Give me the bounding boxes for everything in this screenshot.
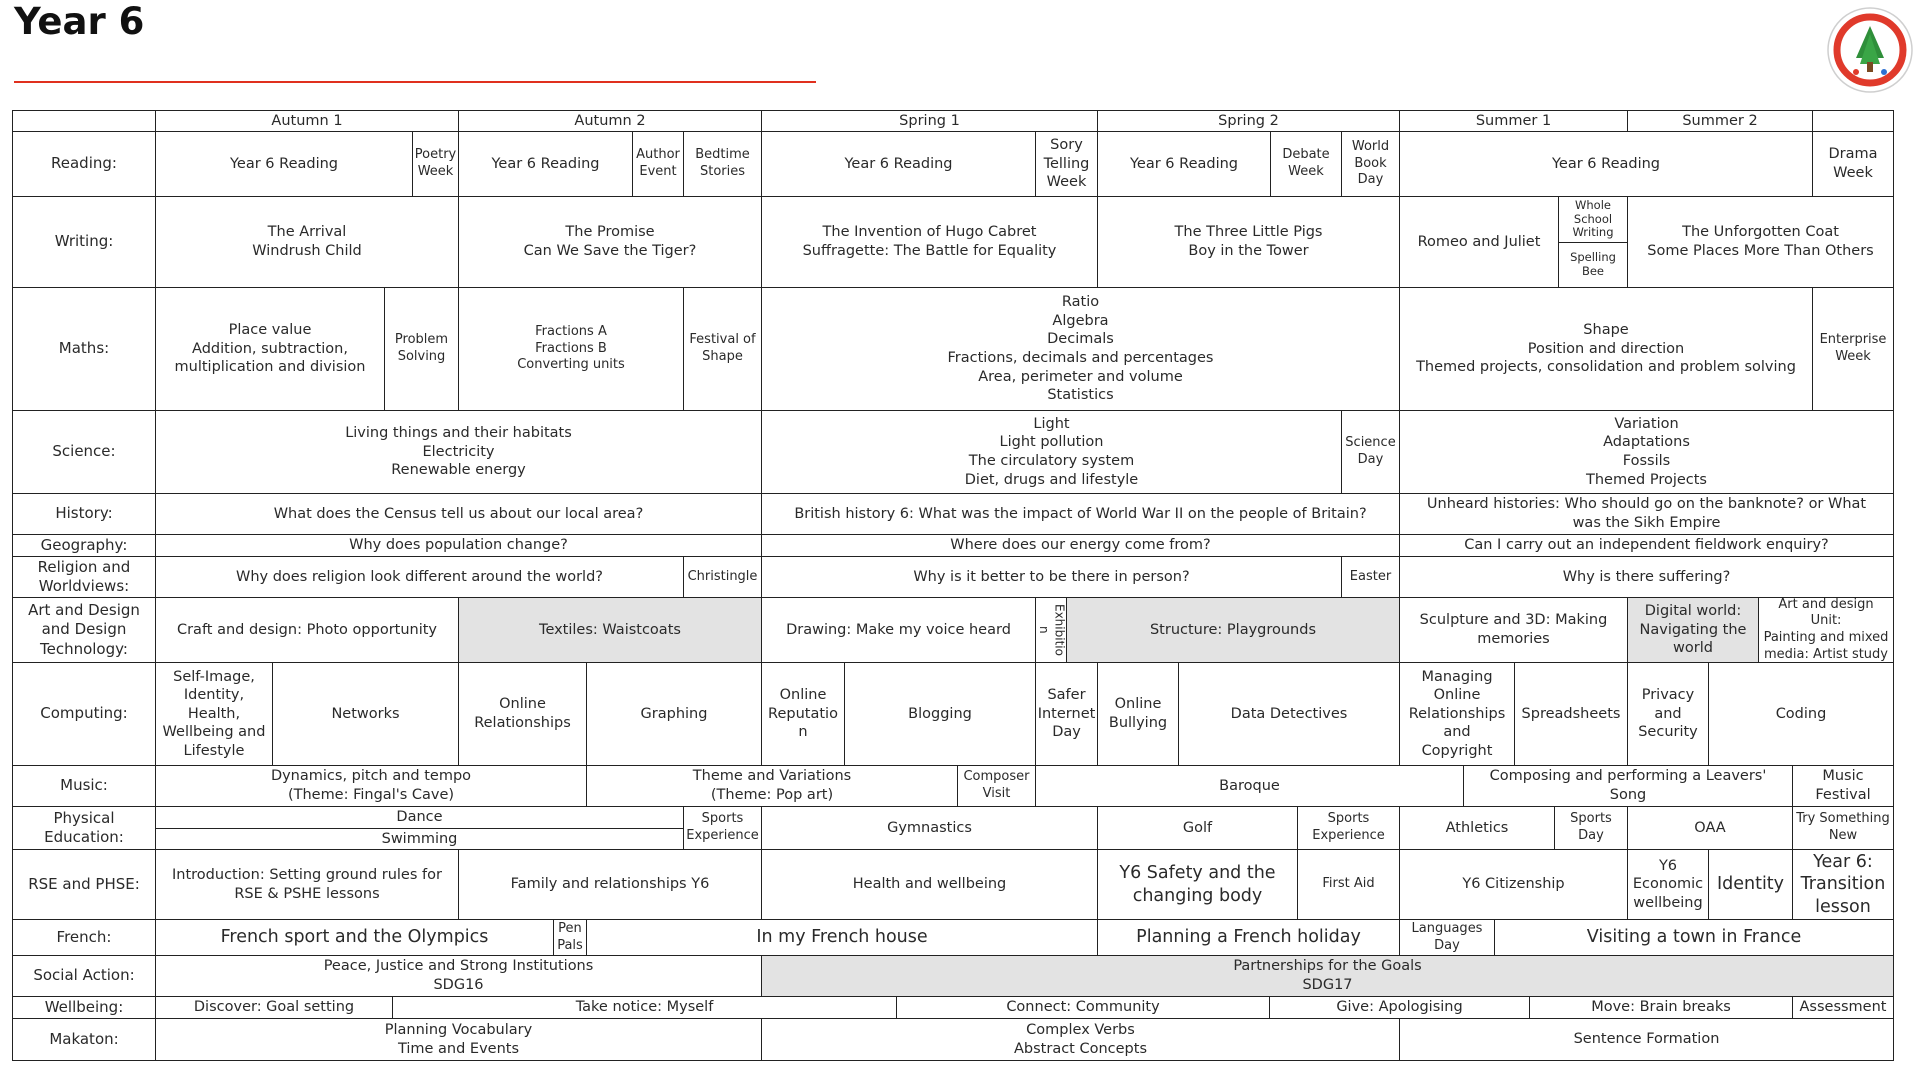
subject-label-science: Science: bbox=[12, 410, 156, 494]
cell-computing: Online Relationships bbox=[458, 662, 587, 766]
cell-rse: Family and relationships Y6 bbox=[458, 849, 762, 920]
cell-religion: Why does religion look different around the world? bbox=[155, 556, 684, 598]
cell-rse: Identity bbox=[1708, 849, 1793, 920]
cell-computing: Data Detectives bbox=[1178, 662, 1400, 766]
cell-pe: Sports Day bbox=[1554, 806, 1628, 850]
cell-pe: OAA bbox=[1627, 806, 1793, 850]
cell-maths: Fractions A Fractions B Converting units bbox=[458, 287, 684, 411]
subject-label-pe: Physical Education: bbox=[12, 806, 156, 850]
cell-maths: Ratio Algebra Decimals Fractions, decimals and percentages Area, perimeter and volume Statistics bbox=[761, 287, 1400, 411]
cell-reading: Poetry Week bbox=[412, 131, 459, 197]
subject-label-writing: Writing: bbox=[12, 196, 156, 288]
cell-music: Composer Visit bbox=[957, 765, 1036, 807]
cell-makaton: Planning Vocabulary Time and Events bbox=[155, 1018, 762, 1061]
cell-french: Languages Day bbox=[1399, 919, 1495, 956]
cell-religion: Easter bbox=[1341, 556, 1400, 598]
cell-computing: Spreadsheets bbox=[1514, 662, 1628, 766]
cell-maths: Festival of Shape bbox=[683, 287, 762, 411]
cell-computing: Privacy and Security bbox=[1627, 662, 1709, 766]
cell-geography: Why does population change? bbox=[155, 534, 762, 557]
term-header: Summer 1 bbox=[1399, 110, 1628, 132]
cell-computing: Self-Image, Identity, Health, Wellbeing and Lifestyle bbox=[155, 662, 273, 766]
cell-computing: Online Bullying bbox=[1097, 662, 1179, 766]
subject-label-rse: RSE and PHSE: bbox=[12, 849, 156, 920]
cell-pe: Gymnastics bbox=[761, 806, 1098, 850]
cell-artdt: Textiles: Waistcoats bbox=[458, 597, 762, 663]
cell-reading: World Book Day bbox=[1341, 131, 1400, 197]
cell-makaton: Complex Verbs Abstract Concepts bbox=[761, 1018, 1400, 1061]
cell-writing: The Unforgotten Coat Some Places More Than Others bbox=[1627, 196, 1894, 288]
cell-computing: Managing Online Relationships and Copyright bbox=[1399, 662, 1515, 766]
cell-wellbeing: Connect: Community bbox=[896, 996, 1270, 1019]
cell-science: Science Day bbox=[1341, 410, 1400, 494]
cell-history: British history 6: What was the impact of World War II on the people of Britain? bbox=[761, 493, 1400, 535]
cell-wellbeing: Assessment bbox=[1792, 996, 1894, 1019]
cell-reading: Bedtime Stories bbox=[683, 131, 762, 197]
term-header: Autumn 2 bbox=[458, 110, 762, 132]
cell-french: In my French house bbox=[586, 919, 1098, 956]
cell-artdt: Drawing: Make my voice heard bbox=[761, 597, 1036, 663]
subject-label-maths: Maths: bbox=[12, 287, 156, 411]
cell-pe: Swimming bbox=[155, 828, 684, 850]
cell-geography: Where does our energy come from? bbox=[761, 534, 1400, 557]
cell-writing: The Arrival Windrush Child bbox=[155, 196, 459, 288]
cell-reading: Year 6 Reading bbox=[458, 131, 633, 197]
cell-wellbeing: Move: Brain breaks bbox=[1529, 996, 1793, 1019]
subject-label-religion: Religion and Worldviews: bbox=[12, 556, 156, 598]
cell-rse: First Aid bbox=[1297, 849, 1400, 920]
cell-music: Composing and performing a Leavers' Song bbox=[1463, 765, 1793, 807]
cell-reading: Debate Week bbox=[1270, 131, 1342, 197]
cell-computing: Coding bbox=[1708, 662, 1894, 766]
cell-writing: The Promise Can We Save the Tiger? bbox=[458, 196, 762, 288]
cell-computing: Blogging bbox=[844, 662, 1036, 766]
subject-label-reading: Reading: bbox=[12, 131, 156, 197]
cell-artdt: Structure: Playgrounds bbox=[1066, 597, 1400, 663]
cell-rse: Y6 Citizenship bbox=[1399, 849, 1628, 920]
cell-reading: Year 6 Reading bbox=[1399, 131, 1813, 197]
cell-science: Variation Adaptations Fossils Themed Projects bbox=[1399, 410, 1894, 494]
subject-label-music: Music: bbox=[12, 765, 156, 807]
cell-wellbeing: Take notice: Myself bbox=[392, 996, 897, 1019]
cell-reading: Author Event bbox=[632, 131, 684, 197]
subject-label-wellbeing: Wellbeing: bbox=[12, 996, 156, 1019]
subject-label-french: French: bbox=[12, 919, 156, 956]
cell-reading: Drama Week bbox=[1812, 131, 1894, 197]
cell-maths: Enterprise Week bbox=[1812, 287, 1894, 411]
term-header: Autumn 1 bbox=[155, 110, 459, 132]
cell-pe: Try Something New bbox=[1792, 806, 1894, 850]
cell-french: French sport and the Olympics bbox=[155, 919, 554, 956]
cell-reading: Year 6 Reading bbox=[155, 131, 413, 197]
cell-french: Planning a French holiday bbox=[1097, 919, 1400, 956]
cell-science: Light Light pollution The circulatory system Diet, drugs and lifestyle bbox=[761, 410, 1342, 494]
cell-makaton: Sentence Formation bbox=[1399, 1018, 1894, 1061]
cell-artdt: Exhibitio n bbox=[1035, 597, 1067, 663]
cell-french: Pen Pals bbox=[553, 919, 587, 956]
cell-artdt: Sculpture and 3D: Making memories bbox=[1399, 597, 1628, 663]
subject-label-social: Social Action: bbox=[12, 955, 156, 997]
cell-history: What does the Census tell us about our local area? bbox=[155, 493, 762, 535]
term-header: Spring 2 bbox=[1097, 110, 1400, 132]
cell-religion: Christingle bbox=[683, 556, 762, 598]
cell-artdt: Craft and design: Photo opportunity bbox=[155, 597, 459, 663]
cell-music: Dynamics, pitch and tempo (Theme: Fingal's Cave) bbox=[155, 765, 587, 807]
cell-rse: Y6 Economic wellbeing bbox=[1627, 849, 1709, 920]
cell-writing: The Three Little Pigs Boy in the Tower bbox=[1097, 196, 1400, 288]
cell-reading: Year 6 Reading bbox=[761, 131, 1036, 197]
cell-maths: Place value Addition, subtraction, multiplication and division bbox=[155, 287, 385, 411]
cell-social: Peace, Justice and Strong Institutions SDG16 bbox=[155, 955, 762, 997]
cell-geography: Can I carry out an independent fieldwork enquiry? bbox=[1399, 534, 1894, 557]
cell-rse: Y6 Safety and the changing body bbox=[1097, 849, 1298, 920]
subject-label-computing: Computing: bbox=[12, 662, 156, 766]
cell-writing: Romeo and Juliet bbox=[1399, 196, 1559, 288]
header-corner-cell bbox=[12, 110, 156, 132]
page-title: Year 6 bbox=[14, 0, 145, 43]
cell-music: Baroque bbox=[1035, 765, 1464, 807]
cell-pe: Sports Experience bbox=[683, 806, 762, 850]
cell-wellbeing: Give: Apologising bbox=[1269, 996, 1530, 1019]
cell-history: Unheard histories: Who should go on the banknote? or What was the Sikh Empire bbox=[1399, 493, 1894, 535]
cell-rse: Introduction: Setting ground rules for RSE & PSHE lessons bbox=[155, 849, 459, 920]
cell-music: Music Festival bbox=[1792, 765, 1894, 807]
cell-rse: Year 6: Transition lesson bbox=[1792, 849, 1894, 920]
cell-religion: Why is there suffering? bbox=[1399, 556, 1894, 598]
cell-science: Living things and their habitats Electricity Renewable energy bbox=[155, 410, 762, 494]
cell-pe: Golf bbox=[1097, 806, 1298, 850]
subject-label-artdt: Art and Design and Design Technology: bbox=[12, 597, 156, 663]
cell-writing: Spelling Bee bbox=[1558, 242, 1628, 288]
cell-artdt: Art and design Unit: Painting and mixed media: Artist study bbox=[1758, 597, 1894, 663]
cell-computing: Graphing bbox=[586, 662, 762, 766]
cell-pe: Dance bbox=[155, 806, 684, 829]
cell-pe: Sports Experience bbox=[1297, 806, 1400, 850]
term-header: Summer 2 bbox=[1627, 110, 1813, 132]
cell-maths: Shape Position and direction Themed projects, consolidation and problem solving bbox=[1399, 287, 1813, 411]
cell-religion: Why is it better to be there in person? bbox=[761, 556, 1342, 598]
subject-label-history: History: bbox=[12, 493, 156, 535]
cell-computing: Safer Internet Day bbox=[1035, 662, 1098, 766]
cell-computing: Online Reputatio n bbox=[761, 662, 845, 766]
cell-french: Visiting a town in France bbox=[1494, 919, 1894, 956]
cell-maths: Problem Solving bbox=[384, 287, 459, 411]
cell-rse: Health and wellbeing bbox=[761, 849, 1098, 920]
cell-reading: Sory Telling Week bbox=[1035, 131, 1098, 197]
cell-wellbeing: Discover: Goal setting bbox=[155, 996, 393, 1019]
subject-label-makaton: Makaton: bbox=[12, 1018, 156, 1061]
header-empty-cell bbox=[1812, 110, 1894, 132]
cell-writing: Whole School Writing bbox=[1558, 196, 1628, 243]
subject-label-geography: Geography: bbox=[12, 534, 156, 557]
cell-reading: Year 6 Reading bbox=[1097, 131, 1271, 197]
cell-social: Partnerships for the Goals SDG17 bbox=[761, 955, 1894, 997]
cell-computing: Networks bbox=[272, 662, 459, 766]
cell-artdt: Digital world: Navigating the world bbox=[1627, 597, 1759, 663]
term-header: Spring 1 bbox=[761, 110, 1098, 132]
cell-music: Theme and Variations (Theme: Pop art) bbox=[586, 765, 958, 807]
cell-writing: The Invention of Hugo Cabret Suffragette: The Battle for Equality bbox=[761, 196, 1098, 288]
cell-pe: Athletics bbox=[1399, 806, 1555, 850]
